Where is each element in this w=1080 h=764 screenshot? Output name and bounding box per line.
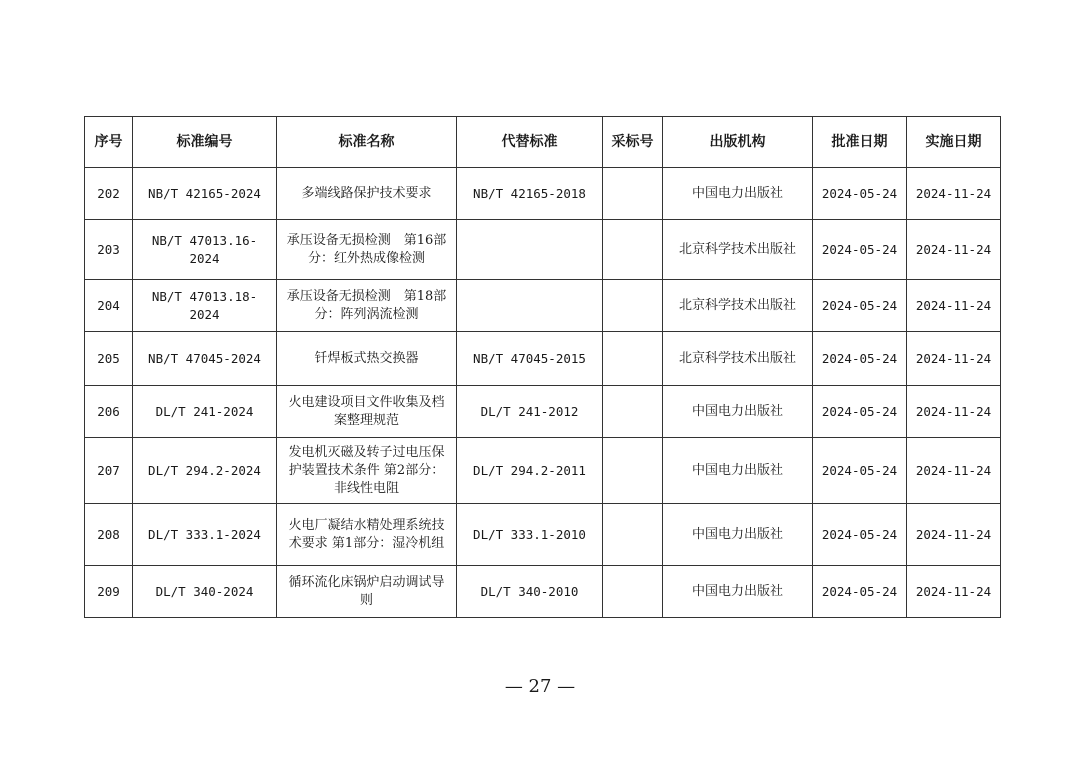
cell-standard-name: 火电建设项目文件收集及档案整理规范 — [277, 386, 457, 438]
cell-standard-code: DL/T 294.2-2024 — [133, 438, 277, 504]
cell-standard-name: 承压设备无损检测 第16部分：红外热成像检测 — [277, 220, 457, 280]
cell-approval-date: 2024-05-24 — [813, 566, 907, 618]
cell-standard-code: DL/T 241-2024 — [133, 386, 277, 438]
cell-standard-name: 多端线路保护技术要求 — [277, 168, 457, 220]
cell-publisher: 北京科学技术出版社 — [663, 280, 813, 332]
cell-approval-date: 2024-05-24 — [813, 386, 907, 438]
cell-standard-name: 承压设备无损检测 第18部分：阵列涡流检测 — [277, 280, 457, 332]
header-seq: 序号 — [85, 117, 133, 168]
table-row — [85, 386, 1001, 438]
header-name: 标准名称 — [277, 117, 457, 168]
cell-replaces: NB/T 42165-2018 — [457, 168, 603, 220]
cell-seq: 203 — [85, 220, 133, 280]
cell-effective-date: 2024-11-24 — [907, 566, 1001, 618]
cell-adopted — [603, 438, 663, 504]
cell-adopted — [603, 332, 663, 386]
header-effective-date: 实施日期 — [907, 117, 1001, 168]
cell-replaces: DL/T 333.1-2010 — [457, 504, 603, 566]
cell-approval-date: 2024-05-24 — [813, 280, 907, 332]
cell-adopted — [603, 220, 663, 280]
cell-publisher: 中国电力出版社 — [663, 438, 813, 504]
header-publisher: 出版机构 — [663, 117, 813, 168]
cell-approval-date: 2024-05-24 — [813, 438, 907, 504]
header-approval-date: 批准日期 — [813, 117, 907, 168]
cell-seq: 204 — [85, 280, 133, 332]
cell-adopted — [603, 566, 663, 618]
cell-replaces: DL/T 340-2010 — [457, 566, 603, 618]
cell-replaces — [457, 280, 603, 332]
header-replaces: 代替标准 — [457, 117, 603, 168]
cell-replaces — [457, 220, 603, 280]
cell-replaces: NB/T 47045-2015 — [457, 332, 603, 386]
cell-standard-code: DL/T 340-2024 — [133, 566, 277, 618]
table-row — [85, 504, 1001, 566]
cell-publisher: 中国电力出版社 — [663, 504, 813, 566]
cell-adopted — [603, 504, 663, 566]
cell-effective-date: 2024-11-24 — [907, 168, 1001, 220]
cell-publisher: 北京科学技术出版社 — [663, 332, 813, 386]
cell-effective-date: 2024-11-24 — [907, 280, 1001, 332]
cell-standard-name: 循环流化床锅炉启动调试导则 — [277, 566, 457, 618]
cell-approval-date: 2024-05-24 — [813, 332, 907, 386]
cell-approval-date: 2024-05-24 — [813, 168, 907, 220]
table-header-row — [85, 117, 1001, 168]
cell-publisher: 中国电力出版社 — [663, 168, 813, 220]
cell-seq: 202 — [85, 168, 133, 220]
standards-table — [84, 116, 1001, 618]
table-row — [85, 566, 1001, 618]
header-adopted: 采标号 — [603, 117, 663, 168]
cell-replaces: DL/T 241-2012 — [457, 386, 603, 438]
cell-publisher: 中国电力出版社 — [663, 566, 813, 618]
cell-standard-name: 火电厂凝结水精处理系统技术要求 第1部分：湿冷机组 — [277, 504, 457, 566]
cell-seq: 206 — [85, 386, 133, 438]
cell-seq: 208 — [85, 504, 133, 566]
header-code: 标准编号 — [133, 117, 277, 168]
cell-replaces: DL/T 294.2-2011 — [457, 438, 603, 504]
cell-approval-date: 2024-05-24 — [813, 504, 907, 566]
cell-standard-code: DL/T 333.1-2024 — [133, 504, 277, 566]
cell-effective-date: 2024-11-24 — [907, 386, 1001, 438]
cell-effective-date: 2024-11-24 — [907, 332, 1001, 386]
cell-standard-name: 发电机灭磁及转子过电压保护装置技术条件 第2部分：非线性电阻 — [277, 438, 457, 504]
page-number: — 27 — — [504, 676, 576, 697]
cell-effective-date: 2024-11-24 — [907, 504, 1001, 566]
cell-approval-date: 2024-05-24 — [813, 220, 907, 280]
cell-standard-name: 钎焊板式热交换器 — [277, 332, 457, 386]
table-row — [85, 332, 1001, 386]
cell-standard-code: NB/T 47045-2024 — [133, 332, 277, 386]
table-row — [85, 220, 1001, 280]
cell-seq: 205 — [85, 332, 133, 386]
table-row — [85, 168, 1001, 220]
cell-standard-code: NB/T 42165-2024 — [133, 168, 277, 220]
cell-publisher: 中国电力出版社 — [663, 386, 813, 438]
table-row — [85, 438, 1001, 504]
cell-effective-date: 2024-11-24 — [907, 438, 1001, 504]
cell-standard-code: NB/T 47013.18-2024 — [133, 280, 277, 332]
cell-adopted — [603, 386, 663, 438]
cell-seq: 207 — [85, 438, 133, 504]
cell-adopted — [603, 168, 663, 220]
cell-standard-code: NB/T 47013.16-2024 — [133, 220, 277, 280]
table-row — [85, 280, 1001, 332]
cell-adopted — [603, 280, 663, 332]
cell-effective-date: 2024-11-24 — [907, 220, 1001, 280]
cell-publisher: 北京科学技术出版社 — [663, 220, 813, 280]
cell-seq: 209 — [85, 566, 133, 618]
